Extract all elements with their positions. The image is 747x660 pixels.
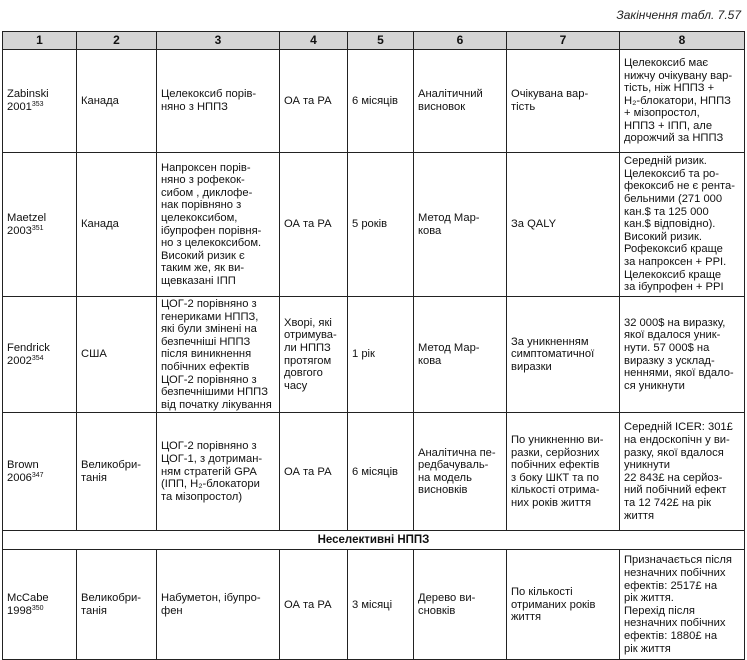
author-name: Brown — [7, 459, 39, 472]
author-name: Zabinski — [7, 88, 49, 101]
table-row — [3, 550, 745, 660]
horizon-cell: 3 місяці — [348, 550, 414, 660]
result-cell: Призначається після незначних побічних ефектів: 2517£ на рік життя. Перехід після незначних побічних ефектів: 1880£ на рік життя — [620, 550, 745, 660]
result-cell: Середній ризик. Целекоксиб та ро- фекоксиб не є рента- бельними (271 000 кан.$ та 125 000 кан.$ відповідно). Високий ризик. Рофекоксиб краще за напроксен + PPI. Целекоксиб краще за ібупрофен + PPI — [620, 153, 745, 297]
horizon-cell: 6 місяців — [348, 413, 414, 531]
country-cell: Канада — [77, 50, 157, 153]
comparison-cell: Напроксен порів- няно з рофекок- сибом , диклофе- нак порівняно з целекоксибом, ібупрофен порівня- но з целекоксибом. Високий ризик є таким же, як ви- щевказані ІПП — [157, 153, 280, 297]
outcome-cell: За QALY — [507, 153, 620, 297]
author-name: McCabe — [7, 592, 49, 605]
comparison-cell: Целекоксиб порів- няно з НППЗ — [157, 50, 280, 153]
reference-number: 347 — [31, 471, 44, 479]
comparison-cell: ЦОГ-2 порівняно з ЦОГ-1, з дотриман- ням стратегій GPA (ІПП, H₂-блокатори та мізопростол) — [157, 413, 280, 531]
column-header: 8 — [620, 32, 745, 50]
study-year: 2006 — [7, 471, 32, 484]
method-cell: Дерево ви- сновків — [414, 550, 507, 660]
study-year: 2001 — [7, 101, 32, 113]
country-cell: Великобри- танія — [77, 550, 157, 660]
result-cell: Целекоксиб має нижчу очікувану вар- тість, ніж НППЗ + H₂-блокатори, НППЗ + мізопростол, НППЗ + ІПП, але дорожчий за НППЗ — [620, 50, 745, 153]
author-cell — [3, 297, 77, 413]
method-cell: Метод Мар- кова — [414, 153, 507, 297]
population-cell: Хворі, які отримува- ли НППЗ протягом довгого часу — [280, 297, 348, 413]
outcome-cell: Очікувана вар- тість — [507, 50, 620, 153]
column-header: 6 — [414, 32, 507, 50]
comparison-cell: Набуметон, ібупро- фен — [157, 550, 280, 660]
method-cell: Аналітична пе- редбачуваль- на модель висновків — [414, 413, 507, 531]
author-name: Fendrick — [7, 342, 50, 355]
column-header: 5 — [348, 32, 414, 50]
author-cell — [3, 153, 77, 297]
comparison-cell: ЦОГ-2 порівняно з генериками НППЗ, які були змінені на безпечніші НППЗ після виникнення побічних ефектів ЦОГ-2 порівняно з безпечнішими НППЗ від початку лікування — [157, 297, 280, 413]
country-cell: Канада — [77, 153, 157, 297]
method-cell: Аналітичний висновок — [414, 50, 507, 153]
outcome-cell: По уникненню ви- разки, серйозних побічних ефектів з боку ШКТ та по кількості отрима- них років життя — [507, 413, 620, 531]
table-row — [3, 413, 745, 531]
reference-number: 354 — [31, 354, 44, 362]
country-cell: США — [77, 297, 157, 413]
outcome-cell: За уникненням симптоматичної виразки — [507, 297, 620, 413]
author-cell — [3, 550, 77, 660]
reference-number: 351 — [31, 224, 44, 232]
study-year: 1998 — [7, 604, 32, 617]
column-header: 1 — [3, 32, 77, 50]
population-cell: ОА та РА — [280, 413, 348, 531]
column-header: 7 — [507, 32, 620, 50]
table-row — [3, 297, 745, 413]
population-cell: ОА та РА — [280, 50, 348, 153]
population-cell: ОА та РА — [280, 153, 348, 297]
header-row — [3, 32, 745, 50]
horizon-cell: 6 місяців — [348, 50, 414, 153]
author-cell — [3, 413, 77, 531]
economic-evaluation-table — [2, 31, 745, 660]
country-cell: Великобри- танія — [77, 413, 157, 531]
author-cell — [3, 50, 77, 153]
horizon-cell: 1 рік — [348, 297, 414, 413]
outcome-cell: По кількості отриманих років життя — [507, 550, 620, 660]
author-name: Maetzel — [7, 211, 47, 224]
section-title: Неселективні НППЗ — [3, 531, 745, 550]
study-year: 2003 — [7, 224, 32, 237]
method-cell: Метод Мар- кова — [414, 297, 507, 413]
table-row — [3, 50, 745, 153]
column-header: 3 — [157, 32, 280, 50]
column-header: 4 — [280, 32, 348, 50]
study-year: 2002 — [7, 354, 32, 367]
reference-number: 353 — [31, 101, 44, 108]
column-header: 2 — [77, 32, 157, 50]
horizon-cell: 5 років — [348, 153, 414, 297]
table-row — [3, 153, 745, 297]
result-cell: Середній ICER: 301£ на ендоскопічн у ви- разку, якої вдалося уникнути 22 843£ на серйоз- ний побічний ефект та 12 742£ на рік життя — [620, 413, 745, 531]
reference-number: 350 — [31, 604, 44, 612]
population-cell: ОА та РА — [280, 550, 348, 660]
result-cell: 32 000$ на виразку, якої вдалося уник- нути. 57 000$ на виразку з усклад- неннями, якої вдало- ся уникнути — [620, 297, 745, 413]
table-caption: Закінчення табл. 7.57 — [616, 8, 741, 22]
section-row — [3, 531, 745, 550]
